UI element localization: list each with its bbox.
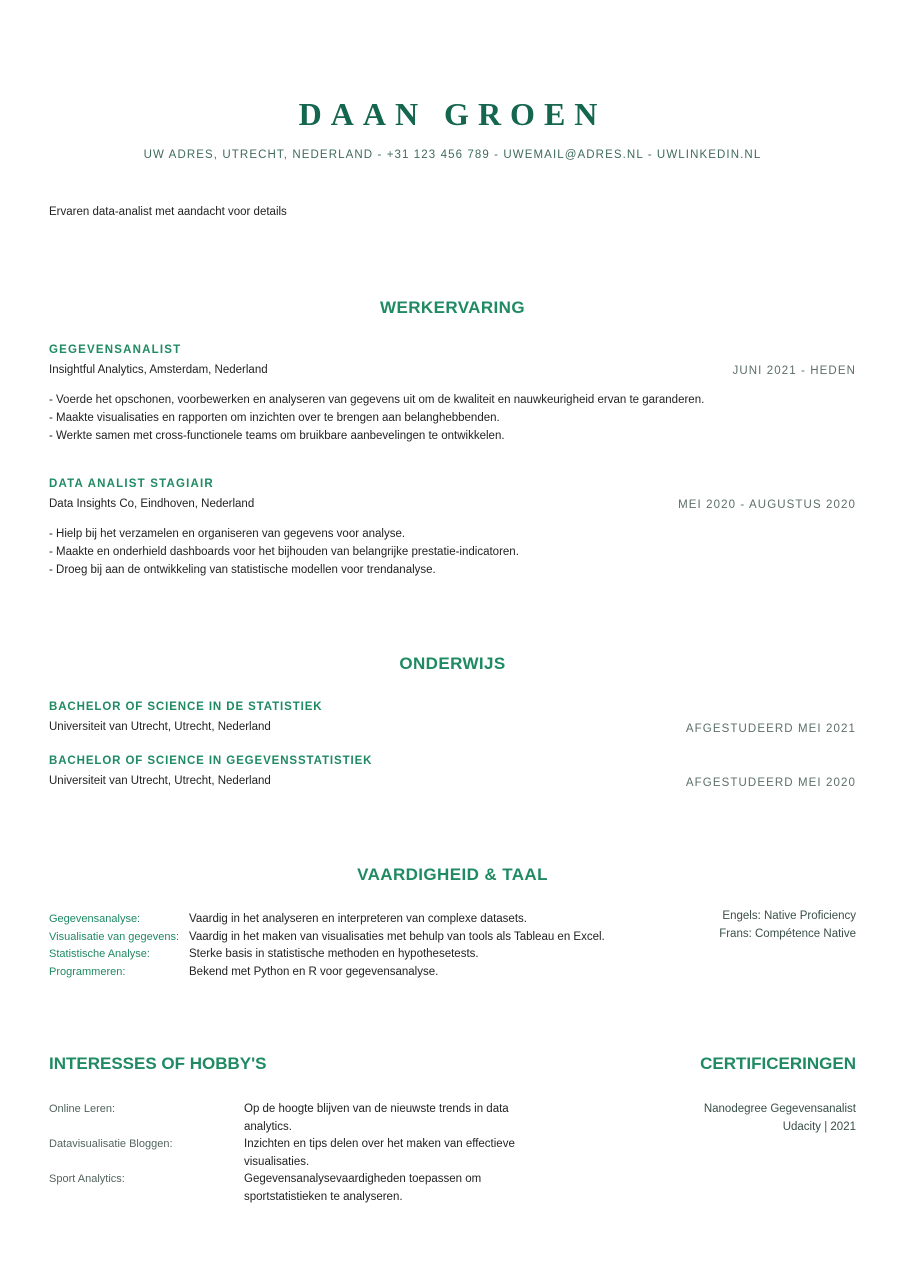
education-school: Universiteit van Utrecht, Utrecht, Nederland (49, 721, 271, 734)
skill-row (49, 946, 856, 963)
certification-name: Nanodegree Gegevensanalist (703, 1103, 856, 1116)
education-entry (49, 701, 856, 736)
language-item: Engels: Native Proficiency (722, 910, 856, 923)
professional-summary: Ervaren data-analist met aandacht voor details (49, 206, 287, 219)
contact-line: UW ADRES, UTRECHT, NEDERLAND - +31 123 456 789 - UWEMAIL@ADRES.NL - UWLINKEDIN.NL (143, 149, 762, 162)
certifications-section (582, 1054, 856, 1206)
bottom-columns (49, 1054, 856, 1206)
education-degree: BACHELOR OF SCIENCE IN GEGEVENSSTATISTIEK (49, 755, 373, 768)
skill-label: Statistische Analyse: (49, 948, 150, 961)
experience-entry (49, 344, 856, 445)
interest-description: Op de hoogte blijven van de nieuwste trends in data analytics. (244, 1103, 509, 1133)
skills-section (49, 911, 856, 991)
skill-row (49, 964, 856, 981)
experience-bullet: - Werkte samen met cross-functionele teams om bruikbare aanbevelingen te ontwikkelen. (49, 430, 505, 443)
experience-bullet: - Maakte en onderhield dashboards voor het bijhouden van belangrijke prestatie-indicatoren. (49, 545, 519, 558)
experience-entry-head (49, 344, 856, 376)
experience-bullet: - Droeg bij aan de ontwikkeling van statistische modellen voor trendanalyse. (49, 563, 436, 576)
experience-bullets (49, 526, 856, 579)
interest-description: Inzichten en tips delen over het maken van effectieve visualisaties. (244, 1138, 515, 1168)
interest-description: Gegevensanalysevaardigheden toepassen om sportstatistieken te analyseren. (244, 1173, 482, 1203)
interest-row (49, 1136, 549, 1171)
language-item: Frans: Compétence Native (719, 928, 856, 941)
experience-company: Insightful Analytics, Amsterdam, Nederland (49, 364, 268, 377)
experience-bullet: - Hielp bij het verzamelen en organiseren van gegevens voor analyse. (49, 527, 406, 540)
skill-description: Bekend met Python en R voor gegevensanalyse. (189, 965, 439, 978)
skill-description: Sterke basis in statistische methoden en hypothesetests. (189, 948, 479, 961)
candidate-name: DAAN GROEN (298, 96, 607, 132)
certifications-list (582, 1101, 856, 1137)
interest-label: Online Leren: (49, 1103, 116, 1116)
experience-role: DATA ANALIST STAGIAIR (49, 477, 214, 490)
experience-bullet: - Maakte visualisaties en rapporten om inzichten over te brengen aan belanghebbenden. (49, 412, 500, 425)
education-date: AFGESTUDEERD MEI 2021 (685, 723, 856, 736)
experience-company: Data Insights Co, Eindhoven, Nederland (49, 497, 255, 510)
languages-list (719, 908, 856, 944)
experience-entry (49, 478, 856, 579)
experience-role: GEGEVENSANALIST (49, 344, 182, 357)
experience-entry-head (49, 478, 856, 510)
skill-description: Vaardig in het maken van visualisaties met behulp van tools als Tableau en Excel. (189, 930, 605, 943)
section-title-experience: WERKERVARING (380, 298, 525, 318)
section-title-interests: INTERESSES OF HOBBY'S (49, 1054, 267, 1074)
skill-label: Programmeren: (49, 965, 126, 978)
resume-header (49, 0, 856, 161)
education-degree: BACHELOR OF SCIENCE IN DE STATISTIEK (49, 701, 323, 714)
interest-label: Datavisualisatie Bloggen: (49, 1138, 173, 1151)
interest-row (49, 1101, 549, 1136)
section-title-certifications: CERTIFICERINGEN (700, 1054, 856, 1074)
experience-date: JUNI 2021 - HEDEN (732, 365, 856, 378)
skill-description: Vaardig in het analyseren en interpreteren van complexe datasets. (189, 913, 527, 926)
section-title-education: ONDERWIJS (399, 654, 506, 674)
section-title-skills: VAARDIGHEID & TAAL (357, 865, 548, 885)
experience-bullets (49, 392, 856, 445)
skill-label: Visualisatie van gegevens: (49, 930, 180, 943)
experience-date: MEI 2020 - AUGUSTUS 2020 (678, 498, 856, 511)
interest-label: Sport Analytics: (49, 1173, 125, 1186)
education-school: Universiteit van Utrecht, Utrecht, Nederland (49, 775, 271, 788)
interests-section (49, 1054, 549, 1206)
interests-list (49, 1101, 549, 1206)
interest-row (49, 1171, 549, 1206)
skill-label: Gegevensanalyse: (49, 913, 141, 926)
education-date: AFGESTUDEERD MEI 2020 (685, 777, 856, 790)
certification-issuer: Udacity | 2021 (782, 1121, 856, 1134)
education-entry (49, 755, 856, 790)
experience-bullet: - Voerde het opschonen, voorbewerken en analyseren van gegevens uit om de kwaliteit en nauwkeurigheid ervan te garanderen. (49, 394, 705, 407)
